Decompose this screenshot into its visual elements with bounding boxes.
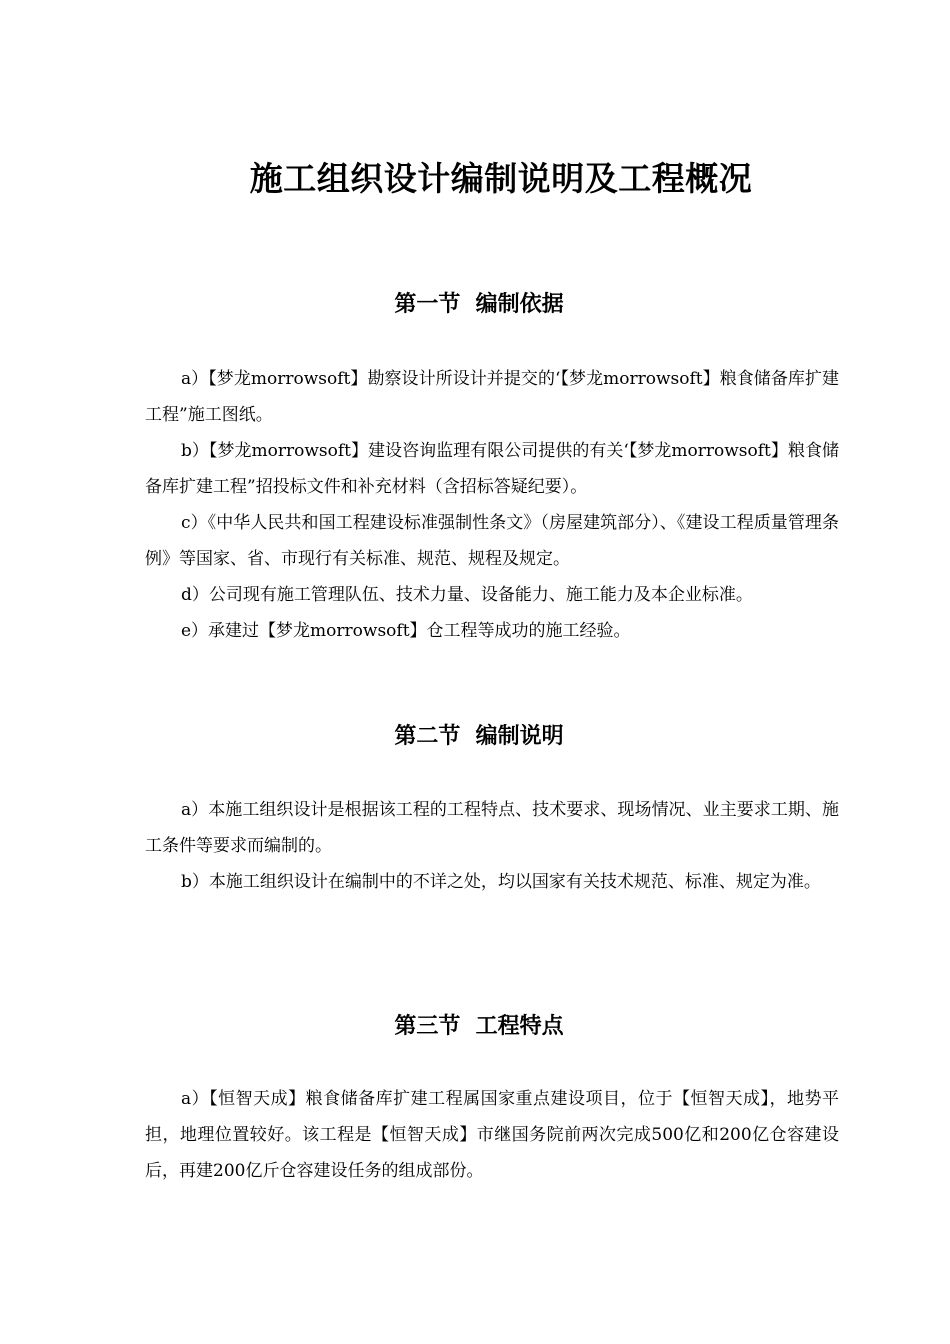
section-heading-1: 第一节 编制依据	[394, 292, 564, 317]
section-3-paragraph-a: a）【恒智天成】粮食储备库扩建工程属国家重点建设项目，位于【恒智天成】，地势平担，地理位置较好。该工程是【恒智天成】市继国务院前两次完成500亿和200亿仓容建设后，再建200亿斤仓容建设任务的组成部份。	[145, 1089, 839, 1181]
section-2-paragraph-b: b）本施工组织设计在编制中的不详之处，均以国家有关技术规范、标准、规定为准。	[181, 872, 821, 892]
section-1-paragraph-d: d）公司现有施工管理队伍、技术力量、设备能力、施工能力及本企业标准。	[181, 585, 753, 605]
section-1-paragraph-b: b）【梦龙morrowsoft】建设咨询监理有限公司提供的有关‘【梦龙morrowsoft】粮食储备库扩建工程”招投标文件和补充材料（含招标答疑纪要）。	[145, 441, 839, 497]
section-2-paragraph-a: a）本施工组织设计是根据该工程的工程特点、技术要求、现场情况、业主要求工期、施工条件等要求而编制的。	[145, 800, 839, 856]
section-1-paragraph-c: c）《中华人民共和国工程建设标准强制性条文》（房屋建筑部分）、《建设工程质量管理条例》等国家、省、市现行有关标准、规范、规程及规定。	[145, 513, 839, 569]
document-title: 施工组织设计编制说明及工程概况	[249, 159, 753, 198]
section-1-paragraph-e: e）承建过【梦龙morrowsoft】仓工程等成功的施工经验。	[181, 621, 631, 641]
section-heading-2: 第二节 编制说明	[394, 724, 564, 749]
section-heading-3: 第三节 工程特点	[394, 1014, 564, 1039]
section-1-paragraph-a: a）【梦龙morrowsoft】勘察设计所设计并提交的‘【梦龙morrowsoft】粮食储备库扩建工程”施工图纸。	[145, 369, 839, 425]
